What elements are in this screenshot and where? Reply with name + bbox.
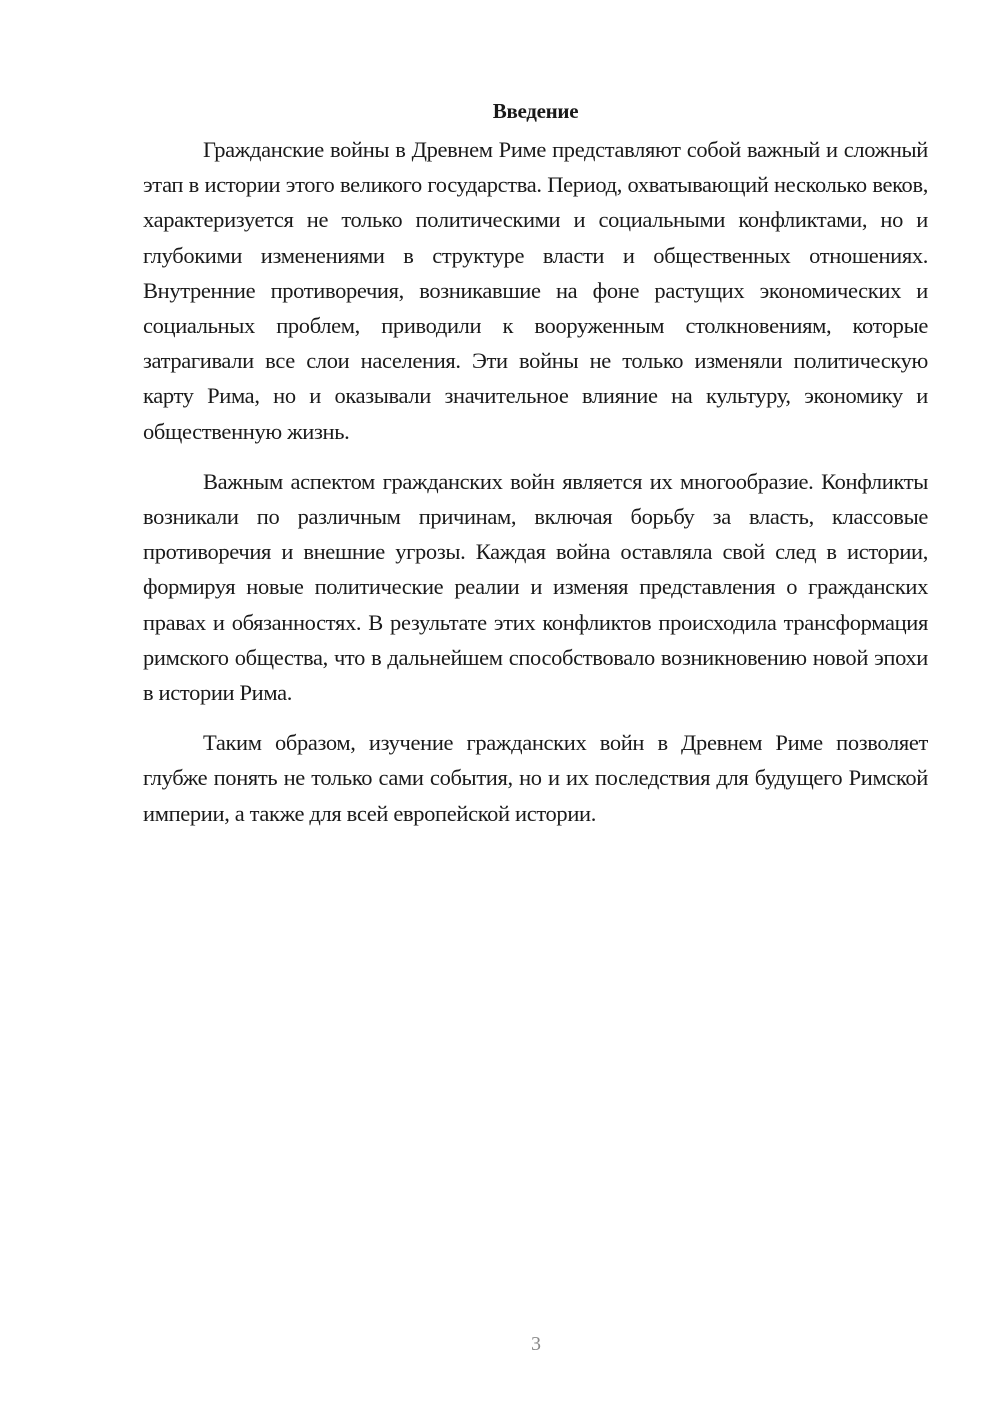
- section-heading: Введение: [492, 99, 579, 123]
- paragraph-3: Таким образом, изучение гражданских войн в Древнем Риме позволяет глубже понять не только сами события, но и их последствия для будущего Римской империи, а также для всей европейской истории.: [143, 730, 928, 826]
- paragraph-1: Гражданские войны в Древнем Риме представляют собой важный и сложный этап в истории этого великого государства. Период, охватывающий несколько веков, характеризуется не только политическими и социальными конфликтами, но и глубокими изменениями в структуре власти и общественных отношениях. Внутренние противоречия, возникавшие на фоне растущих экономических и социальных проблем, приводили к вооруженным столкновениям, которые затрагивали все слои населения. Эти войны не только изменяли политическую карту Рима, но и оказывали значительное влияние на культуру, экономику и общественную жизнь.: [143, 137, 928, 444]
- paragraph-2: Важным аспектом гражданских войн является их многообразие. Конфликты возникали по различным причинам, включая борьбу за власть, классовые противоречия и внешние угрозы. Каждая война оставляла свой след в истории, формируя новые политические реалии и изменяя представления о гражданских правах и обязанностях. В результате этих конфликтов происходила трансформация римского общества, что в дальнейшем способствовало возникновению новой эпохи в истории Рима.: [143, 468, 928, 706]
- page-number: 3: [531, 1333, 541, 1355]
- page-content: [143, 96, 928, 831]
